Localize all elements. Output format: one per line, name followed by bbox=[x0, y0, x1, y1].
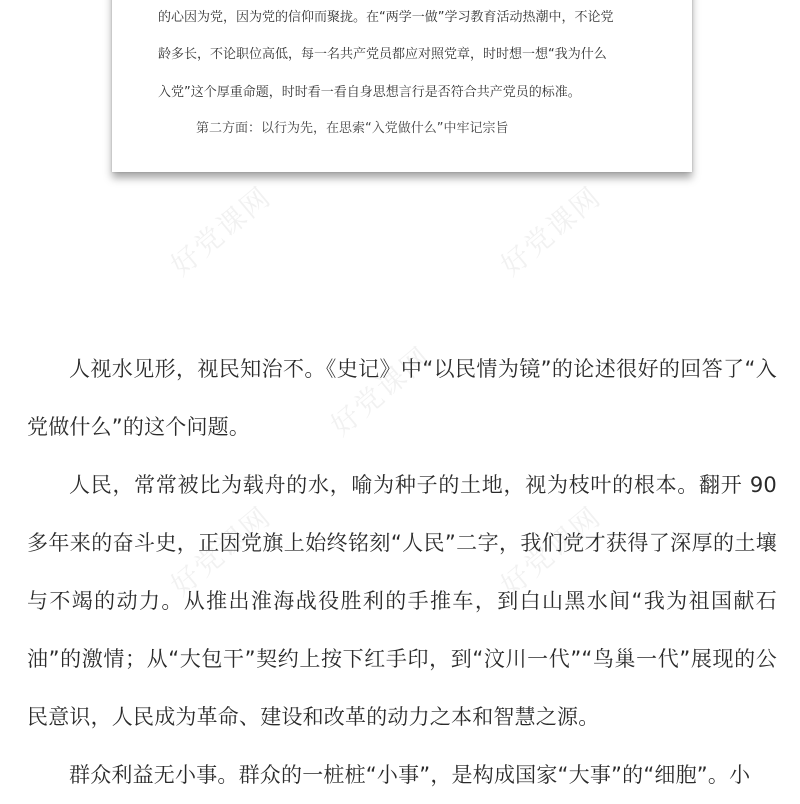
card-subheading: 第二方面：以行为先，在思索“入党做什么”中牢记宗旨 bbox=[196, 121, 509, 136]
watermark: 好党课网 bbox=[164, 179, 278, 283]
card-text-line: 的心因为党，因为党的信仰而聚拢。在“两学一做”学习教育活动热潮中，不论党 bbox=[158, 10, 614, 25]
card-text-line: 龄多长，不论职位高低，每一名共产党员都应对照党章，时时想一想“我为什么 bbox=[158, 47, 607, 62]
watermark: 好党课网 bbox=[494, 499, 608, 603]
article-paragraph: 人视水见形，视民知治不。《史记》中“以民情为镜”的论述很好的回答了“入党做什么”的这个问题。 bbox=[27, 357, 777, 439]
quote-card bbox=[112, 0, 692, 172]
card-text-line: 入党”这个厚重命题，时时看一看自身思想言行是否符合共产党员的标准。 bbox=[158, 85, 581, 100]
watermark: 好党课网 bbox=[324, 339, 438, 443]
watermark: 好党课网 bbox=[494, 179, 608, 283]
article-paragraph: 人民，常常被比为载舟的水，喻为种子的土地，视为枝叶的根本。翻开 90 多年来的奋斗史，正因党旗上始终铭刻“人民”二字，我们党才获得了深厚的土壤与不竭的动力。从推出淮海战役胜利的手推车，到白山黑水间“我为祖国献石油”的激情；从“大包干”契约上按下红手印，到“汶川一代”“鸟巢一代”展现的公民意识，人民成为革命、建设和改革的动力之本和智慧之源。 bbox=[27, 473, 777, 729]
article-body bbox=[27, 340, 777, 804]
article-paragraph: 群众利益无小事。群众的一桩桩“小事”，是构成国家“大事”的“细胞”。小 bbox=[69, 763, 751, 787]
watermark: 好党课网 bbox=[164, 499, 278, 603]
